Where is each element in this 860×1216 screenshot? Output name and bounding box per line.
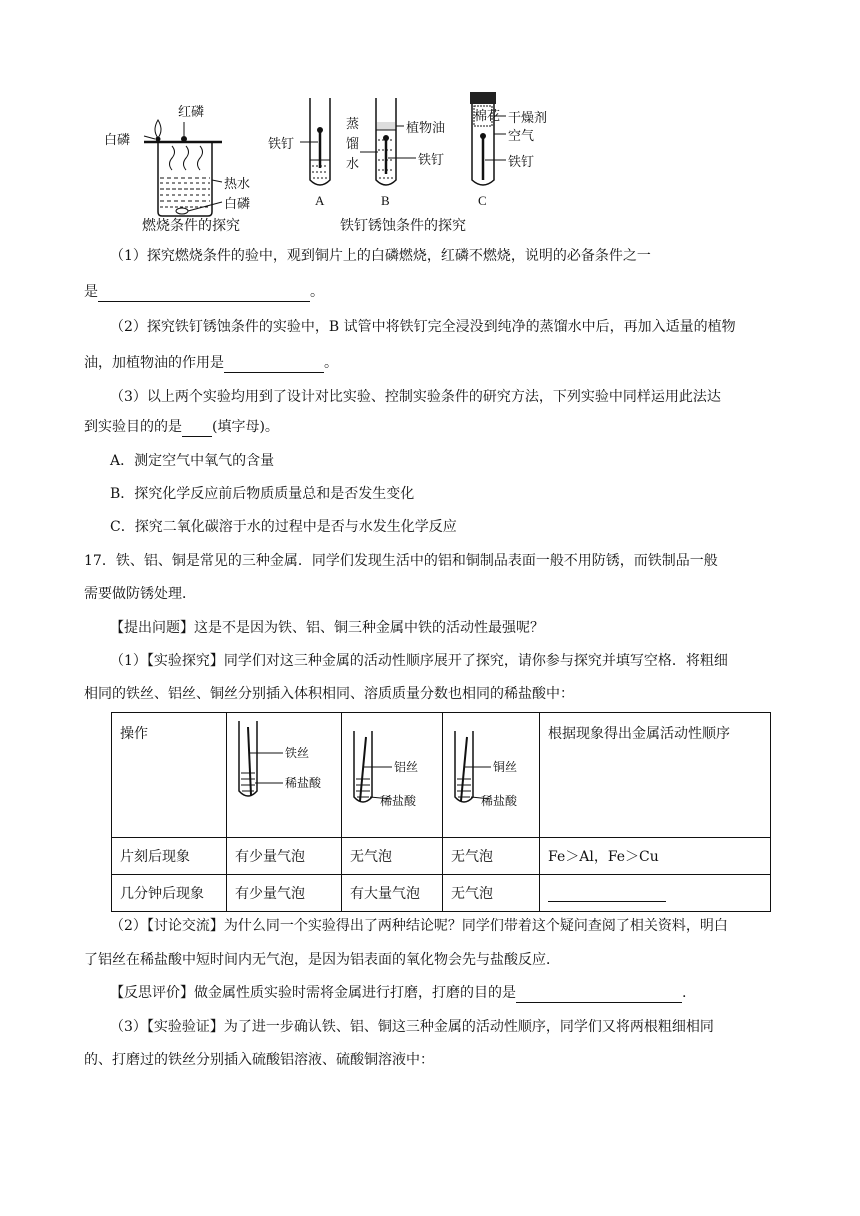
tube-iron-wire-label: 铁丝 bbox=[285, 746, 310, 760]
row2-conclusion-blank[interactable] bbox=[548, 885, 666, 902]
cell-tube-aluminum bbox=[342, 713, 443, 838]
label-plant-oil: 植物油 bbox=[406, 121, 446, 136]
caption-combustion: 燃烧条件的探究 bbox=[142, 218, 240, 234]
q1-line1: （1）探究燃烧条件的验中，观到铜片上的白磷燃烧，红磷不燃烧，说明的必备条件之一 bbox=[110, 248, 651, 264]
p17-s2-line2: 了铝丝在稀盐酸中短时间内无气泡，是因为铝表面的氧化物会先与盐酸反应． bbox=[84, 952, 560, 968]
tube-copper-acid-label: 稀盐酸 bbox=[481, 794, 518, 808]
row1-label: 片刻后现象 bbox=[112, 838, 227, 875]
label-cotton: 棉花 bbox=[474, 109, 501, 124]
label-red-p: 红磷 bbox=[178, 105, 205, 120]
q3-suffix: (填字母)。 bbox=[212, 419, 279, 435]
cell-tube-copper bbox=[443, 713, 540, 838]
row2-iron: 有少量气泡 bbox=[227, 875, 342, 912]
tube-copper-wire-label: 铜丝 bbox=[493, 760, 518, 774]
p17-s2-line1: （2）【讨论交流】为什么同一个实验得出了两种结论呢？同学们带着这个疑问查阅了相关资料，明白 bbox=[110, 918, 728, 934]
experiment-figures bbox=[100, 90, 570, 240]
p17-s3-line2: 的、打磨过的铁丝分别插入硫酸铝溶液、硫酸铜溶液中： bbox=[84, 1052, 434, 1068]
tube-aluminum-acid-label: 稀盐酸 bbox=[380, 794, 417, 808]
q2-suffix: 。 bbox=[324, 355, 338, 371]
q1-prefix: 是 bbox=[84, 284, 98, 300]
label-air: 空气 bbox=[508, 129, 535, 144]
q1-line2 bbox=[84, 282, 324, 302]
q3-line1: （3）以上两个实验均用到了设计对比实验、控制实验条件的研究方法，下列实验中同样运用此法达 bbox=[110, 389, 721, 405]
label-hot-water: 热水 bbox=[224, 177, 251, 192]
q1-suffix: 。 bbox=[310, 284, 324, 300]
cell-conclusion-header: 根据现象得出金属活动性顺序 bbox=[540, 713, 771, 838]
row2-aluminum: 有大量气泡 bbox=[342, 875, 443, 912]
experiment-table bbox=[111, 712, 771, 912]
row1-copper: 无气泡 bbox=[443, 838, 540, 875]
label-nail-c: 铁钉 bbox=[508, 155, 535, 170]
q2-line1: （2）探究铁钉锈蚀条件的实验中，B 试管中将铁钉完全浸没到纯净的蒸馏水中后，再加入适量的植物 bbox=[110, 319, 736, 335]
row2-copper: 无气泡 bbox=[443, 875, 540, 912]
tube-aluminum-wire-label: 铝丝 bbox=[394, 760, 419, 774]
p17-s1-line1: （1）【实验探究】同学们对这三种金属的活动性顺序展开了探究，请你参与探究并填写空格．将粗细 bbox=[110, 653, 728, 669]
row2-conclusion bbox=[540, 875, 771, 912]
label-white-p-bottom: 白磷 bbox=[224, 197, 251, 212]
tube-a-letter: A bbox=[315, 193, 325, 208]
option-c: C．探究二氧化碳溶于水的过程中是否与水发生化学反应 bbox=[110, 519, 457, 535]
tube-c-letter: C bbox=[478, 193, 487, 208]
row2-label: 几分钟后现象 bbox=[112, 875, 227, 912]
cell-tube-iron bbox=[227, 713, 342, 838]
label-distilled-2: 馏 bbox=[346, 137, 360, 152]
p17-reflect bbox=[110, 983, 686, 1003]
row1-aluminum: 无气泡 bbox=[342, 838, 443, 875]
p17-s3-line1: （3）【实验验证】为了进一步确认铁、铝、铜这三种金属的活动性顺序，同学们又将两根粗细相同 bbox=[110, 1019, 714, 1035]
figures-svg bbox=[100, 90, 570, 240]
q2-answer-blank[interactable] bbox=[224, 356, 324, 373]
p17-s1-line2: 相同的铁丝、铝丝、铜丝分别插入体积相同、溶质质量分数也相同的稀盐酸中： bbox=[84, 686, 574, 702]
caption-rusting: 铁钉锈蚀条件的探究 bbox=[340, 218, 466, 234]
tube-b-letter: B bbox=[381, 193, 390, 208]
rusting-apparatus bbox=[268, 92, 547, 234]
label-distilled-3: 水 bbox=[346, 157, 360, 172]
label-white-p-left: 白磷 bbox=[104, 133, 131, 148]
q1-answer-blank[interactable] bbox=[98, 285, 310, 302]
p17-line1: 17．铁、铝、铜是常见的三种金属．同学们发现生活中的铝和铜制品表面一般不用防锈，而铁制品一般 bbox=[84, 553, 718, 569]
label-nail-b: 铁钉 bbox=[418, 153, 445, 168]
row1-iron: 有少量气泡 bbox=[227, 838, 342, 875]
table-row-header bbox=[112, 713, 771, 838]
tube-iron-acid-label: 稀盐酸 bbox=[285, 776, 322, 790]
p17-line2: 需要做防锈处理． bbox=[84, 586, 196, 602]
p17-ask: 【提出问题】这是不是因为铁、铝、铜三种金属中铁的活动性最强呢？ bbox=[110, 620, 544, 636]
tube-aluminum-svg bbox=[342, 713, 442, 827]
reflect-suffix: . bbox=[682, 985, 687, 1001]
row1-conclusion: Fe＞Al，Fe＞Cu bbox=[540, 838, 771, 875]
label-desiccant: 干燥剂 bbox=[508, 111, 548, 126]
q2-prefix: 油，加植物油的作用是 bbox=[84, 355, 224, 371]
option-a: A．测定空气中氧气的含量 bbox=[110, 453, 275, 469]
label-nail-left: 铁钉 bbox=[268, 137, 295, 152]
q2-line2 bbox=[84, 353, 338, 373]
reflect-answer-blank[interactable] bbox=[516, 986, 682, 1003]
label-distilled-1: 蒸 bbox=[346, 117, 360, 132]
cell-op-header: 操作 bbox=[112, 713, 227, 838]
tube-copper-svg bbox=[443, 713, 539, 827]
combustion-apparatus bbox=[104, 104, 250, 234]
table-row bbox=[112, 875, 771, 912]
option-b: B．探究化学反应前后物质质量总和是否发生变化 bbox=[110, 486, 415, 502]
q3-answer-blank[interactable] bbox=[182, 420, 212, 437]
q3-prefix: 到实验目的的是 bbox=[84, 419, 182, 435]
reflect-prefix: 【反思评价】做金属性质实验时需将金属进行打磨，打磨的目的是 bbox=[110, 985, 516, 1001]
q3-line2 bbox=[84, 417, 279, 437]
table-row bbox=[112, 838, 771, 875]
tube-iron-svg bbox=[227, 713, 341, 827]
